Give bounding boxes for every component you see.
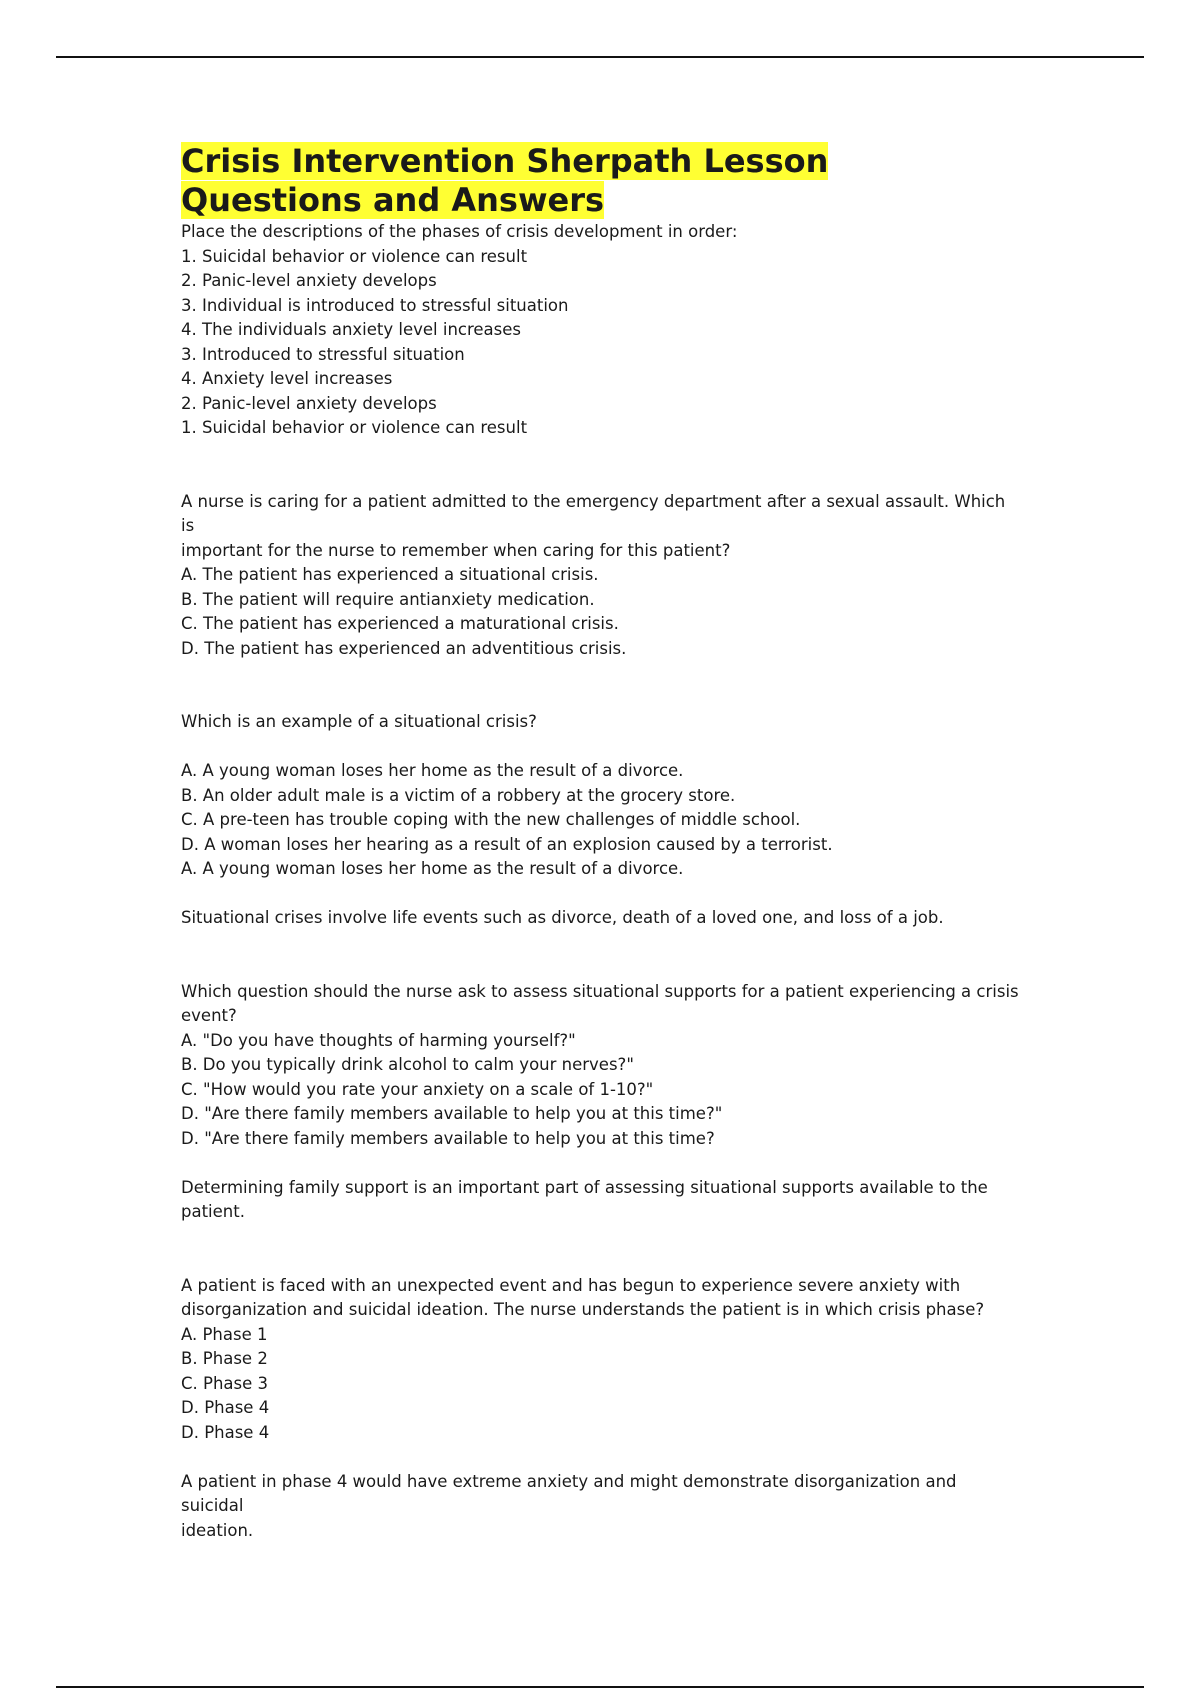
answer-rationale: patient. — [181, 1202, 245, 1221]
correct-answer: D. "Are there family members available to help you at this time? — [181, 1128, 715, 1148]
list-item: 2. Panic-level anxiety develops — [181, 393, 437, 413]
list-item: 3. Introduced to stressful situation — [181, 344, 465, 364]
list-item: 2. Panic-level anxiety develops — [181, 271, 437, 290]
answer-option: A. A young woman loses her home as the result of a divorce. — [181, 761, 684, 780]
answer-option: D. A woman loses her hearing as a result of an explosion caused by a terrorist. — [181, 834, 833, 854]
question-prompt: disorganization and suicidal ideation. The nurse understands the patient is in which crisis phase? — [181, 1300, 985, 1319]
question-1 — [181, 220, 1021, 441]
list-item: 1. Suicidal behavior or violence can result — [181, 246, 528, 266]
list-item: 1. Suicidal behavior or violence can result — [181, 418, 528, 437]
answer-rationale: ideation. — [181, 1520, 254, 1540]
document-body — [181, 142, 1021, 1543]
answer-option: A. The patient has experienced a situational crisis. — [181, 565, 599, 584]
answer-option: D. Phase 4 — [181, 1398, 270, 1417]
correct-answer: D. Phase 4 — [181, 1422, 270, 1442]
document-title — [181, 142, 1021, 220]
answer-option: B. The patient will require antianxiety medication. — [181, 589, 595, 609]
question-5 — [181, 1274, 1021, 1544]
question-prompt: important for the nurse to remember when caring for this patient? — [181, 540, 731, 560]
list-item: 4. Anxiety level increases — [181, 369, 393, 388]
answer-option: C. The patient has experienced a maturational crisis. — [181, 614, 619, 633]
answer-option: B. Phase 2 — [181, 1349, 268, 1368]
answer-option: D. "Are there family members available to help you at this time?" — [181, 1104, 723, 1123]
list-item: 4. The individuals anxiety level increases — [181, 320, 522, 339]
title-line-1: Crisis Intervention Sherpath Lesson — [181, 142, 829, 180]
answer-option: A. "Do you have thoughts of harming yourself?" — [181, 1030, 576, 1050]
answer-rationale: Situational crises involve life events such as divorce, death of a loved one, and loss of a job. — [181, 908, 944, 927]
title-line-2: Questions and Answers — [181, 181, 605, 219]
answer-option: C. "How would you rate your anxiety on a scale of 1-10?" — [181, 1079, 654, 1099]
top-rule — [56, 56, 1144, 58]
answer-option: D. The patient has experienced an adventitious crisis. — [181, 638, 627, 658]
answer-rationale: Determining family support is an important part of assessing situational supports available to the — [181, 1177, 988, 1197]
answer-rationale: A patient in phase 4 would have extreme anxiety and might demonstrate disorganization and suicidal — [181, 1471, 962, 1515]
question-prompt: Place the descriptions of the phases of crisis development in order: — [181, 222, 738, 241]
list-item: 3. Individual is introduced to stressful situation — [181, 295, 569, 315]
answer-option: B. Do you typically drink alcohol to calm your nerves?" — [181, 1055, 634, 1074]
question-prompt: A patient is faced with an unexpected event and has begun to experience severe anxiety with — [181, 1275, 961, 1295]
answer-option: B. An older adult male is a victim of a robbery at the grocery store. — [181, 785, 736, 805]
question-prompt: Which question should the nurse ask to assess situational supports for a patient experiencing a crisis — [181, 981, 1019, 1001]
answer-option: C. A pre-teen has trouble coping with the new challenges of middle school. — [181, 810, 801, 829]
question-3 — [181, 710, 1021, 931]
question-4 — [181, 980, 1021, 1225]
answer-option: C. Phase 3 — [181, 1373, 269, 1393]
question-prompt: A nurse is caring for a patient admitted to the emergency department after a sexual assault. Which is — [181, 491, 1011, 535]
question-2 — [181, 490, 1021, 662]
question-prompt: Which is an example of a situational crisis? — [181, 712, 537, 731]
bottom-rule — [56, 1686, 1144, 1688]
correct-answer: A. A young woman loses her home as the result of a divorce. — [181, 859, 684, 878]
question-prompt: event? — [181, 1006, 237, 1025]
answer-option: A. Phase 1 — [181, 1324, 268, 1344]
